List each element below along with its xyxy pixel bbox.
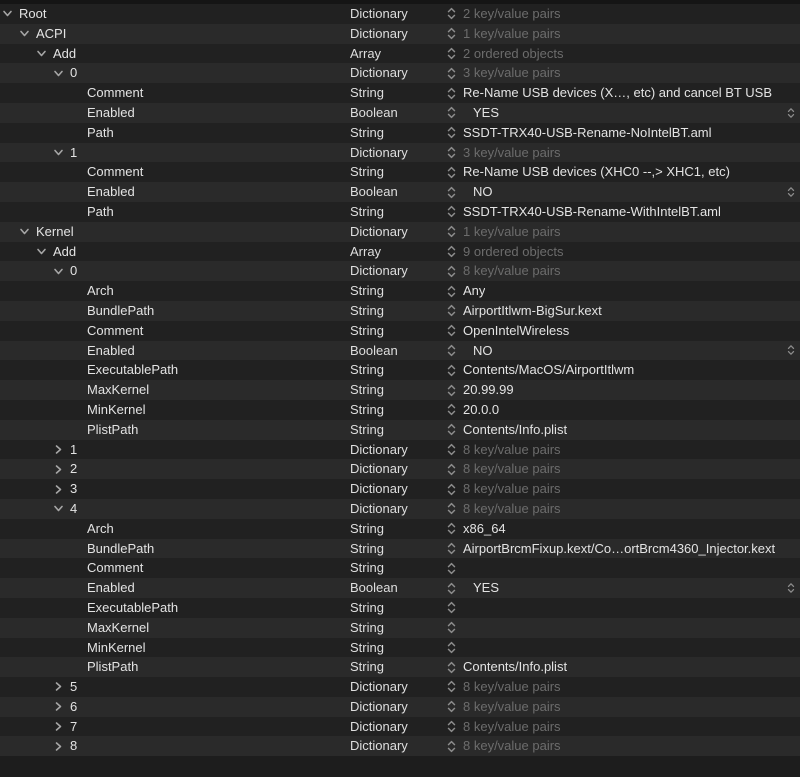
value-cell [447,162,800,182]
key-cell [0,261,350,281]
key-cell [0,499,350,519]
chevron-down-icon[interactable] [19,28,36,39]
chevron-right-icon[interactable] [53,464,70,475]
value-cell [447,321,800,341]
value-stepper-icon[interactable] [447,344,463,357]
type-label[interactable]: Array [350,243,382,259]
value-cell [447,736,800,756]
key-label[interactable]: PlistPath [87,421,139,437]
key-label[interactable]: Path [87,124,114,140]
boolean-popup-stepper-icon[interactable] [787,583,795,594]
plist-row[interactable] [0,63,800,83]
key-label[interactable]: BundlePath [87,302,155,318]
key-label[interactable]: Comment [87,560,144,576]
plist-row[interactable] [0,123,800,143]
key-cell [0,657,350,677]
plist-row[interactable] [0,202,800,222]
plist-row[interactable] [0,341,800,361]
value-stepper-icon[interactable] [447,126,463,139]
type-label[interactable]: Dictionary [350,461,408,477]
value-cell [447,341,800,361]
plist-row[interactable] [0,24,800,44]
type-label[interactable]: Dictionary [350,223,408,239]
type-label[interactable]: String [350,540,384,556]
key-cell [0,578,350,598]
key-cell [0,341,350,361]
key-cell [0,380,350,400]
key-label[interactable]: Comment [87,322,144,338]
key-label[interactable]: MinKernel [87,401,146,417]
key-label[interactable]: Enabled [87,342,135,358]
key-label[interactable]: 0 [70,263,78,279]
type-label[interactable]: Dictionary [350,718,408,734]
value-stepper-icon[interactable] [447,502,463,515]
value-cell [447,519,800,539]
bottom-filler [0,756,800,777]
key-label[interactable]: Add [53,45,77,61]
type-label[interactable]: Boolean [350,104,398,120]
plist-row[interactable] [0,83,800,103]
key-label[interactable]: ExecutablePath [87,599,179,615]
value-cell [447,499,800,519]
value-cell [447,380,800,400]
value-label[interactable]: 1 key/value pairs [463,25,561,41]
value-cell [447,4,800,24]
key-cell [0,321,350,341]
value-cell [447,459,800,479]
key-cell [0,281,350,301]
key-cell [0,222,350,242]
plist-row[interactable] [0,618,800,638]
value-stepper-icon[interactable] [447,384,463,397]
chevron-right-icon[interactable] [53,444,70,455]
type-label[interactable]: String [350,599,384,615]
value-label[interactable]: AirportItlwm-BigSur.kext [463,302,602,318]
plist-row[interactable] [0,143,800,163]
type-label[interactable]: Dictionary [350,441,408,457]
key-label[interactable]: Enabled [87,184,135,200]
value-label[interactable]: 20.99.99 [463,382,514,398]
plist-outline-rows [0,4,800,756]
key-cell [0,63,350,83]
key-label[interactable]: Enabled [87,580,135,596]
key-label[interactable]: 2 [70,461,78,477]
value-label[interactable]: Re-Name USB devices (X…, etc) and cancel BT USB [463,85,772,101]
value-cell [447,44,800,64]
key-cell [0,459,350,479]
key-label[interactable]: Add [53,243,77,259]
key-label[interactable]: 0 [70,65,78,81]
plist-row[interactable] [0,261,800,281]
type-label[interactable]: Boolean [350,184,398,200]
value-label[interactable]: 2 ordered objects [463,45,564,61]
value-cell [447,641,800,654]
value-label[interactable]: AirportBrcmFixup.kext/Co…ortBrcm4360_Injector.kext [463,540,776,556]
value-label[interactable]: Re-Name USB devices (XHC0 --,> XHC1, etc) [463,164,730,180]
key-cell [0,598,350,618]
value-cell [447,261,800,281]
key-label[interactable]: 1 [70,441,78,457]
value-stepper-icon[interactable] [447,67,463,80]
value-cell [447,400,800,420]
key-cell [0,182,350,202]
plist-row[interactable] [0,479,800,499]
value-label[interactable]: 3 key/value pairs [463,144,561,160]
type-label[interactable]: Boolean [350,342,398,358]
key-cell [0,717,350,737]
value-stepper-icon[interactable] [447,225,463,238]
key-label[interactable]: MaxKernel [87,619,150,635]
value-label[interactable]: 8 key/value pairs [463,679,561,695]
key-cell [0,539,350,559]
value-label[interactable]: SSDT-TRX40-USB-Rename-WithIntelBT.aml [463,203,721,219]
type-label[interactable]: String [350,164,384,180]
key-label[interactable]: Arch [87,283,114,299]
value-stepper-icon[interactable] [447,641,463,654]
key-label[interactable]: ExecutablePath [87,362,179,378]
value-stepper-icon[interactable] [447,245,463,258]
plist-row[interactable] [0,657,800,677]
plist-row[interactable] [0,519,800,539]
value-stepper-icon[interactable] [447,562,463,575]
value-stepper-icon[interactable] [447,106,463,119]
key-label[interactable]: 6 [70,698,78,714]
type-label[interactable]: String [350,619,384,635]
type-label[interactable]: String [350,639,384,655]
type-label[interactable]: String [350,421,384,437]
type-label[interactable]: Dictionary [350,698,408,714]
plist-row[interactable] [0,103,800,123]
plist-row[interactable] [0,539,800,559]
plist-row[interactable] [0,736,800,756]
value-label[interactable]: 8 key/value pairs [463,263,561,279]
value-stepper-icon[interactable] [447,463,463,476]
key-cell [0,202,350,222]
value-cell [447,281,800,301]
type-label[interactable]: Boolean [350,580,398,596]
key-cell [0,558,350,578]
value-cell [447,143,800,163]
plist-row[interactable] [0,578,800,598]
plist-row[interactable] [0,638,800,658]
value-stepper-icon[interactable] [447,364,463,377]
plist-row[interactable] [0,44,800,64]
value-label[interactable]: x86_64 [463,520,506,536]
key-cell [0,360,350,380]
chevron-right-icon[interactable] [53,741,70,752]
value-cell [447,479,800,499]
value-cell [447,63,800,83]
key-cell [0,83,350,103]
key-cell [0,301,350,321]
plist-row[interactable] [0,301,800,321]
chevron-down-icon[interactable] [19,226,36,237]
value-stepper-icon[interactable] [447,661,463,674]
plist-row[interactable] [0,380,800,400]
plist-row[interactable] [0,4,800,24]
value-stepper-icon[interactable] [447,740,463,753]
key-cell [0,242,350,262]
key-label[interactable]: Comment [87,85,144,101]
value-label[interactable]: 8 key/value pairs [463,461,561,477]
value-label[interactable]: SSDT-TRX40-USB-Rename-NoIntelBT.aml [463,124,712,140]
key-label[interactable]: ACPI [36,25,67,41]
value-cell [447,242,800,262]
type-label[interactable]: String [350,362,384,378]
key-label[interactable]: PlistPath [87,659,139,675]
type-label[interactable]: String [350,401,384,417]
key-cell [0,420,350,440]
value-label[interactable]: Contents/Info.plist [463,421,568,437]
value-stepper-icon[interactable] [447,304,463,317]
boolean-popup-stepper-icon[interactable] [787,107,795,118]
chevron-right-icon[interactable] [53,484,70,495]
value-stepper-icon[interactable] [447,205,463,218]
chevron-down-icon[interactable] [2,8,19,19]
chevron-right-icon[interactable] [53,721,70,732]
value-stepper-icon[interactable] [447,27,463,40]
key-cell [0,677,350,697]
chevron-right-icon[interactable] [53,701,70,712]
key-label[interactable]: 4 [70,500,78,516]
value-stepper-icon[interactable] [447,146,463,159]
plist-row[interactable] [0,459,800,479]
plist-row[interactable] [0,697,800,717]
type-label[interactable]: String [350,85,384,101]
key-label[interactable]: Enabled [87,104,135,120]
key-cell [0,519,350,539]
chevron-down-icon[interactable] [36,246,53,257]
type-label[interactable]: String [350,302,384,318]
value-cell [447,182,800,202]
type-label[interactable]: String [350,382,384,398]
key-label[interactable]: Arch [87,520,114,536]
value-cell [447,222,800,242]
value-label[interactable]: Contents/MacOS/AirportItlwm [463,362,635,378]
key-label[interactable]: 1 [70,144,78,160]
plist-row[interactable] [0,281,800,301]
value-cell [447,123,800,143]
value-stepper-icon[interactable] [447,186,463,199]
key-cell [0,123,350,143]
key-cell [0,162,350,182]
value-stepper-icon[interactable] [447,265,463,278]
type-label[interactable]: Dictionary [350,65,408,81]
chevron-down-icon[interactable] [53,147,70,158]
type-label[interactable]: String [350,322,384,338]
value-stepper-icon[interactable] [447,700,463,713]
type-label[interactable]: String [350,659,384,675]
value-label[interactable]: OpenIntelWireless [463,322,570,338]
key-label[interactable]: MinKernel [87,639,146,655]
type-label[interactable]: String [350,124,384,140]
value-label[interactable]: 8 key/value pairs [463,718,561,734]
key-cell [0,4,350,24]
value-stepper-icon[interactable] [447,483,463,496]
plist-row[interactable] [0,499,800,519]
value-stepper-icon[interactable] [447,423,463,436]
value-label[interactable]: Any [463,283,486,299]
value-stepper-icon[interactable] [447,324,463,337]
plist-row[interactable] [0,717,800,737]
value-stepper-icon[interactable] [447,720,463,733]
key-label[interactable]: 8 [70,738,78,754]
value-cell [447,420,800,440]
chevron-down-icon[interactable] [53,266,70,277]
type-label[interactable]: String [350,560,384,576]
key-label[interactable]: Comment [87,164,144,180]
key-cell [0,143,350,163]
plist-row[interactable] [0,400,800,420]
boolean-popup-stepper-icon[interactable] [787,345,795,356]
value-cell [447,578,800,598]
value-cell [447,562,800,575]
type-label[interactable]: Dictionary [350,6,408,21]
value-cell [447,103,800,123]
type-label[interactable]: Dictionary [350,25,408,41]
value-stepper-icon[interactable] [447,680,463,693]
plist-row[interactable] [0,440,800,460]
plist-row[interactable] [0,321,800,341]
key-label[interactable]: 3 [70,481,78,497]
plist-row[interactable] [0,222,800,242]
key-cell [0,638,350,658]
value-label[interactable]: NO [473,342,493,358]
key-label[interactable]: BundlePath [87,540,155,556]
value-cell [447,440,800,460]
value-label[interactable]: 1 key/value pairs [463,223,561,239]
key-cell [0,103,350,123]
value-cell [447,83,800,103]
chevron-down-icon[interactable] [53,68,70,79]
key-label[interactable]: 5 [70,679,78,695]
value-cell [447,202,800,222]
key-cell [0,697,350,717]
value-cell [447,717,800,737]
key-cell [0,440,350,460]
plist-row[interactable] [0,558,800,578]
value-stepper-icon[interactable] [447,87,463,100]
value-label[interactable]: 8 key/value pairs [463,738,561,754]
type-label[interactable]: String [350,283,384,299]
type-label[interactable]: Dictionary [350,679,408,695]
value-label[interactable]: 8 key/value pairs [463,500,561,516]
key-label[interactable]: Path [87,203,114,219]
value-stepper-icon[interactable] [447,621,463,634]
value-label[interactable]: 2 key/value pairs [463,6,561,21]
plist-row[interactable] [0,677,800,697]
key-cell [0,400,350,420]
value-label[interactable]: 8 key/value pairs [463,698,561,714]
type-label[interactable]: Dictionary [350,263,408,279]
plist-row[interactable] [0,242,800,262]
value-label[interactable]: YES [473,580,500,596]
type-label[interactable]: String [350,520,384,536]
value-stepper-icon[interactable] [447,522,463,535]
plist-row[interactable] [0,420,800,440]
value-label[interactable]: 20.0.0 [463,401,500,417]
value-stepper-icon[interactable] [447,582,463,595]
key-label[interactable]: Root [19,6,47,21]
key-label[interactable]: 7 [70,718,78,734]
key-cell [0,24,350,44]
value-label[interactable]: YES [473,104,500,120]
plist-row[interactable] [0,598,800,618]
type-label[interactable]: Array [350,45,382,61]
key-cell [0,44,350,64]
value-cell [447,360,800,380]
value-label[interactable]: 9 ordered objects [463,243,564,259]
value-label[interactable]: 8 key/value pairs [463,441,561,457]
value-stepper-icon[interactable] [447,166,463,179]
value-label[interactable]: Contents/Info.plist [463,659,568,675]
value-cell [447,697,800,717]
plist-row[interactable] [0,182,800,202]
value-cell [447,677,800,697]
value-label[interactable]: NO [473,184,493,200]
key-cell [0,736,350,756]
value-cell [447,301,800,321]
key-cell [0,479,350,499]
value-label[interactable]: 3 key/value pairs [463,65,561,81]
type-label[interactable]: Dictionary [350,500,408,516]
value-cell [447,601,800,614]
chevron-down-icon[interactable] [36,48,53,59]
value-stepper-icon[interactable] [447,7,463,20]
boolean-popup-stepper-icon[interactable] [787,187,795,198]
key-cell [0,618,350,638]
value-cell [447,621,800,634]
value-cell [447,657,800,677]
type-label[interactable]: Dictionary [350,481,408,497]
type-label[interactable]: String [350,203,384,219]
key-label[interactable]: MaxKernel [87,382,150,398]
type-label[interactable]: Dictionary [350,144,408,160]
value-stepper-icon[interactable] [447,601,463,614]
chevron-down-icon[interactable] [53,503,70,514]
value-cell [447,24,800,44]
value-label[interactable]: 8 key/value pairs [463,481,561,497]
value-cell [447,539,800,559]
plist-row[interactable] [0,360,800,380]
value-stepper-icon[interactable] [447,443,463,456]
value-stepper-icon[interactable] [447,403,463,416]
chevron-right-icon[interactable] [53,681,70,692]
type-label[interactable]: Dictionary [350,738,408,754]
plist-row[interactable] [0,162,800,182]
value-stepper-icon[interactable] [447,542,463,555]
key-label[interactable]: Kernel [36,223,74,239]
value-stepper-icon[interactable] [447,285,463,298]
value-stepper-icon[interactable] [447,47,463,60]
